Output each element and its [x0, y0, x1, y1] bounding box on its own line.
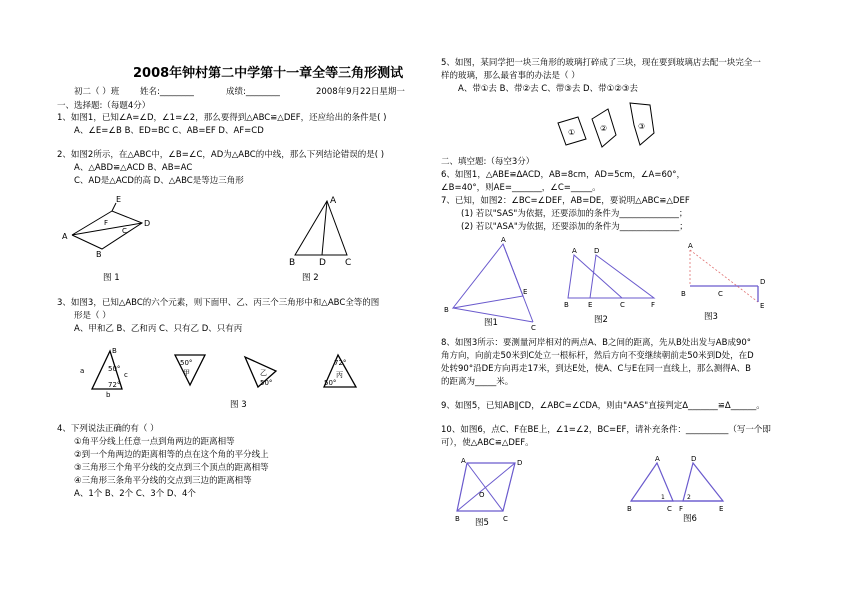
q10-line-2: 可），使△ABC≌△DEF。	[441, 438, 534, 448]
q5-stem-2: 样的玻璃，那么最省事的办法是（ ）	[441, 71, 580, 81]
svg-text:①: ①	[568, 128, 576, 137]
q7-part-1: (1) 若以"SAS"为依据，还要添加的条件为______________；	[461, 209, 688, 219]
right-fig3-label: 图3	[704, 312, 718, 322]
svg-text:a: a	[80, 367, 85, 375]
svg-text:E: E	[719, 505, 724, 513]
fig3-label: 图 3	[230, 400, 247, 410]
svg-text:②: ②	[600, 124, 608, 133]
svg-text:A: A	[655, 455, 660, 463]
q9: 9、如图5，已知AB∥CD，∠ABC=∠CDA，则由"AAS"直接判定Δ_______≌Δ______。	[441, 401, 765, 411]
fig1-label: 图 1	[103, 273, 120, 283]
q8-line-3: 处转90°沿DE方向再走17米，到达E处，使A、C与E在同一直线上，那么测得A、B	[441, 364, 751, 374]
svg-text:50°: 50°	[324, 379, 337, 387]
section2-heading: 二、填空题:（每空3分）	[441, 157, 535, 167]
svg-text:丙: 丙	[336, 371, 343, 379]
figure-6	[623, 455, 733, 520]
q3-stem-1: 3、如图3，已知△ABC的六个元素，则下面甲、乙、丙三个三角形中和△ABC全等的图	[57, 298, 380, 308]
class-field: 初二（ ）班	[74, 87, 120, 97]
q4-statement-2: ②到一个角两边的距离相等的点在这个角的平分线上	[74, 450, 269, 460]
name-field: 姓名:________	[140, 87, 194, 97]
page-title: 2008年钟村第二中学第十一章全等三角形测试	[133, 66, 404, 81]
svg-text:50°: 50°	[260, 379, 273, 387]
svg-text:B: B	[444, 306, 449, 314]
fig5-label: 图5	[475, 518, 489, 528]
svg-text:C: C	[620, 301, 625, 309]
q4-stem: 4、下列说法正确的有（ ）	[57, 424, 159, 434]
q8-line-1: 8、如图3所示：要测量河岸相对的两点A、B之间的距离，先从B处出发与AB成90°	[441, 338, 752, 348]
svg-text:O: O	[479, 491, 485, 499]
q10-line-1: 10、如图6，点C、F在BE上，∠1=∠2，BC=EF，请补充条件：__________（写一个即	[441, 425, 771, 435]
svg-text:A: A	[501, 236, 506, 244]
right-fig2-label: 图2	[594, 315, 608, 325]
svg-text:C: C	[718, 290, 723, 298]
svg-text:A: A	[330, 196, 337, 206]
q4-statement-4: ④三角形三条角平分线的交点到三边的距离相等	[74, 476, 252, 486]
section1-heading: 一、选择题:（每题4分）	[57, 101, 151, 111]
q6-line-2: ∠B=40°，则AE=_______，∠C=_____。	[441, 183, 601, 193]
q6-line-1: 6、如图1，△ABE≌ΔACD，AB=8cm，AD=5cm，∠A=60°，	[441, 170, 686, 180]
svg-text:50°: 50°	[180, 359, 193, 367]
svg-text:E: E	[523, 288, 528, 296]
broken-glass-figure	[550, 95, 680, 155]
q7-stem: 7、已知，如图2：∠BC=∠DEF，AB=DE，要说明△ABC≌△DEF	[441, 196, 690, 206]
svg-text:F: F	[104, 219, 109, 227]
q4-options: A、1个 B、2个 C、3个 D、4个	[74, 489, 196, 499]
svg-text:2: 2	[687, 494, 691, 501]
q8-line-2: 角方向，向前走50米到C处立一根标杆，然后方向不变继续朝前走50米到D处，在D	[441, 351, 754, 361]
q4-statement-1: ①角平分线上任意一点到角两边的距离相等	[74, 437, 235, 447]
svg-text:B: B	[112, 347, 117, 355]
svg-text:C: C	[345, 258, 352, 268]
svg-text:b: b	[106, 391, 111, 398]
svg-text:E: E	[760, 302, 765, 310]
q3-options: A、甲和乙 B、乙和丙 C、只有乙 D、只有丙	[74, 324, 243, 334]
svg-text:c: c	[124, 371, 128, 379]
right-figure-2	[558, 243, 668, 313]
q1-options: A、∠E=∠B B、ED=BC C、AB=EF D、AF=CD	[74, 126, 264, 136]
svg-text:B: B	[564, 301, 569, 309]
svg-text:C: C	[531, 324, 536, 331]
svg-text:1: 1	[661, 494, 665, 501]
right-fig1-label: 图1	[484, 318, 498, 328]
svg-text:F: F	[651, 301, 656, 309]
figure-3	[80, 343, 370, 398]
svg-text:50°: 50°	[108, 365, 121, 373]
figure-1	[60, 193, 160, 258]
q2-options-1: A、△ABD≌△ACD B、AB=AC	[74, 163, 193, 173]
q7-part-2: (2) 若以"ASA"为依据，还要添加的条件为______________；	[461, 222, 688, 232]
fig2-label: 图 2	[302, 273, 319, 283]
svg-text:B: B	[681, 290, 686, 298]
svg-text:B: B	[96, 250, 102, 258]
svg-text:A: A	[572, 247, 577, 255]
svg-text:C: C	[667, 505, 672, 513]
q8-line-4: 的距离为_____米。	[441, 377, 514, 387]
svg-text:D: D	[594, 247, 600, 255]
right-figure-1	[443, 236, 543, 331]
svg-text:A: A	[461, 457, 466, 465]
svg-text:72°: 72°	[334, 359, 347, 367]
q3-stem-2: 形是（ ）	[74, 311, 111, 321]
svg-text:F: F	[679, 505, 684, 513]
svg-text:D: D	[319, 258, 326, 268]
date-field: 2008年9月22日星期一	[316, 87, 405, 97]
svg-text:A: A	[688, 242, 693, 250]
q4-statement-3: ③三角形三个角平分线的交点到三个顶点的距离相等	[74, 463, 269, 473]
q5-options: A、带①去 B、带②去 C、带③去 D、带①②③去	[458, 84, 638, 94]
svg-text:B: B	[455, 515, 460, 523]
svg-text:③: ③	[638, 122, 646, 131]
svg-text:C: C	[122, 227, 127, 235]
figure-2	[285, 193, 360, 268]
q1-stem: 1、如图1，已知∠A=∠D，∠1=∠2，那么要得到△ABC≌△DEF，还应给出的条件是( )	[57, 113, 387, 123]
svg-text:E: E	[116, 195, 122, 204]
q5-stem-1: 5、如图，某同学把一块三角形的玻璃打碎成了三块，现在要到玻璃店去配一块完全一	[441, 58, 761, 68]
svg-text:A: A	[62, 232, 68, 241]
svg-text:D: D	[144, 219, 151, 228]
svg-text:B: B	[289, 258, 296, 268]
svg-text:72°: 72°	[108, 381, 121, 389]
svg-text:B: B	[627, 505, 632, 513]
svg-text:D: D	[760, 278, 766, 286]
figure-5	[455, 455, 540, 525]
q2-options-2: C、AD是△ACD的高 D、△ABC是等边三角形	[74, 176, 244, 186]
fig6-label: 图6	[683, 514, 697, 524]
score-field: 成绩:________	[226, 87, 280, 97]
svg-text:甲: 甲	[183, 369, 190, 377]
right-figure-3	[678, 240, 773, 310]
q2-stem: 2、如图2所示，在△ABC中，∠B=∠C，AD为△ABC的中线，那么下列结论错误的是( )	[57, 150, 385, 160]
svg-text:D: D	[691, 455, 697, 463]
svg-text:D: D	[517, 459, 523, 467]
svg-text:E: E	[588, 301, 593, 309]
svg-text:C: C	[503, 515, 508, 523]
svg-text:乙: 乙	[260, 369, 267, 377]
